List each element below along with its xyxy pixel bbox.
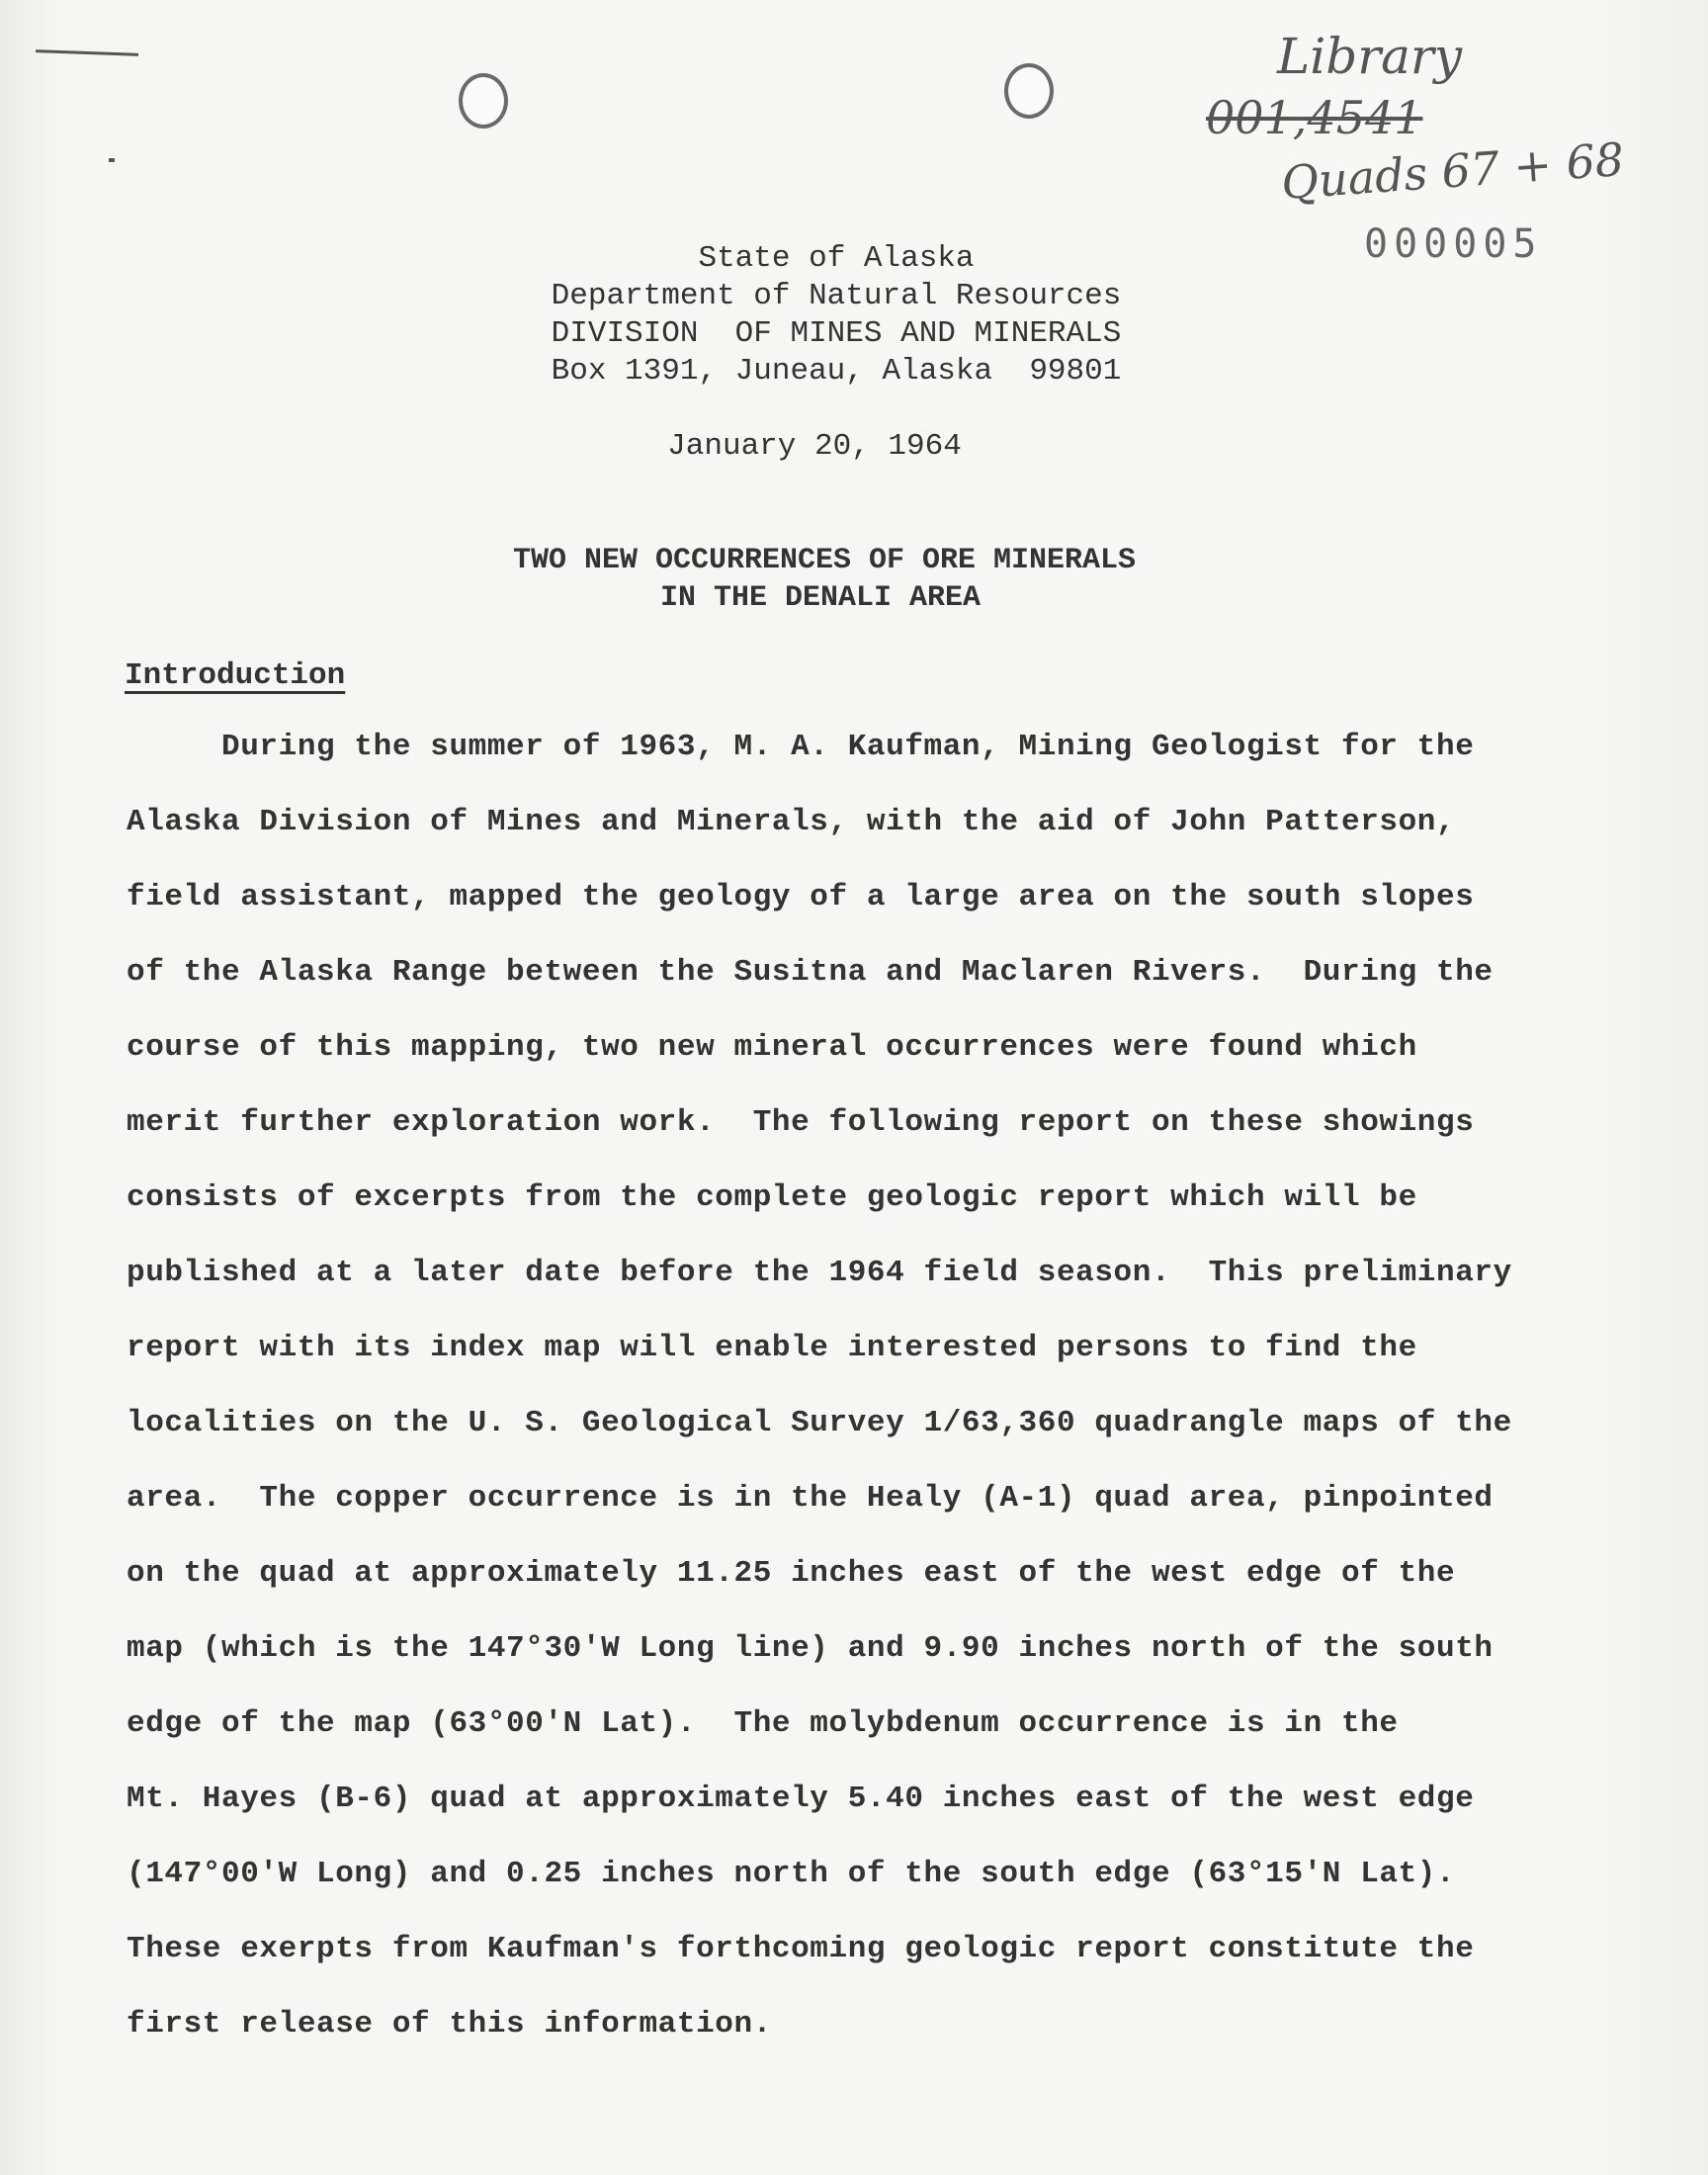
section-heading: Introduction	[125, 658, 346, 693]
library-annotation: Library	[1277, 28, 1463, 85]
body-line: edge of the map (63°00'N Lat). The molybdenum occurrence is in the	[127, 1706, 1399, 1741]
letterhead-state: State of Alaska	[698, 241, 975, 276]
body-line: Mt. Hayes (B-6) quad at approximately 5.40 inches east of the west edge	[127, 1782, 1475, 1816]
body-line: report with its index map will enable interested persons to find the	[127, 1331, 1417, 1365]
margin-mark	[109, 158, 115, 162]
body-line: merit further exploration work. The following report on these showings	[127, 1105, 1475, 1140]
punch-hole-right	[1004, 63, 1054, 119]
body-line: first release of this information.	[127, 2007, 772, 2042]
body-line: localities on the U. S. Geological Survey 1/63,360 quadrangle maps of the	[127, 1406, 1512, 1440]
crossed-out-number: 001,4541	[1206, 91, 1423, 144]
document-date: January 20, 1964	[667, 429, 962, 464]
letterhead-division: DIVISION OF MINES AND MINERALS	[551, 316, 1122, 351]
document-title-line2: IN THE DENALI AREA	[659, 581, 982, 615]
punch-hole-left	[459, 73, 508, 129]
body-line: course of this mapping, two new mineral occurrences were found which	[127, 1030, 1417, 1065]
margin-mark	[36, 49, 138, 56]
quads-annotation: Quads 67 + 68	[1279, 131, 1626, 211]
body-line: area. The copper occurrence is in the Healy (A-1) quad area, pinpointed	[127, 1481, 1494, 1516]
body-line: of the Alaska Range between the Susitna and Maclaren Rivers. During the	[127, 955, 1494, 990]
body-line: (147°00'W Long) and 0.25 inches north of the south edge (63°15'N Lat).	[127, 1857, 1456, 1891]
body-line: consists of excerpts from the complete geologic report which will be	[127, 1180, 1417, 1215]
body-line: map (which is the 147°30'W Long line) and 9.90 inches north of the south	[127, 1631, 1494, 1666]
body-line: field assistant, mapped the geology of a large area on the south slopes	[127, 880, 1475, 914]
body-line: published at a later date before the 1964 field season. This preliminary	[127, 1256, 1512, 1290]
letterhead-department: Department of Natural Resources	[551, 279, 1122, 313]
body-line: Alaska Division of Mines and Minerals, with the aid of John Patterson,	[127, 805, 1456, 839]
body-line: During the summer of 1963, M. A. Kaufman, Mining Geologist for the	[127, 730, 1475, 764]
body-line: on the quad at approximately 11.25 inches east of the west edge of the	[127, 1556, 1456, 1591]
body-line: These exerpts from Kaufman's forthcoming geologic report constitute the	[127, 1932, 1475, 1966]
file-number-stamp: 000005	[1364, 221, 1543, 267]
document-title-line1: TWO NEW OCCURRENCES OF ORE MINERALS	[512, 544, 1137, 577]
letterhead-address: Box 1391, Juneau, Alaska 99801	[551, 354, 1122, 389]
